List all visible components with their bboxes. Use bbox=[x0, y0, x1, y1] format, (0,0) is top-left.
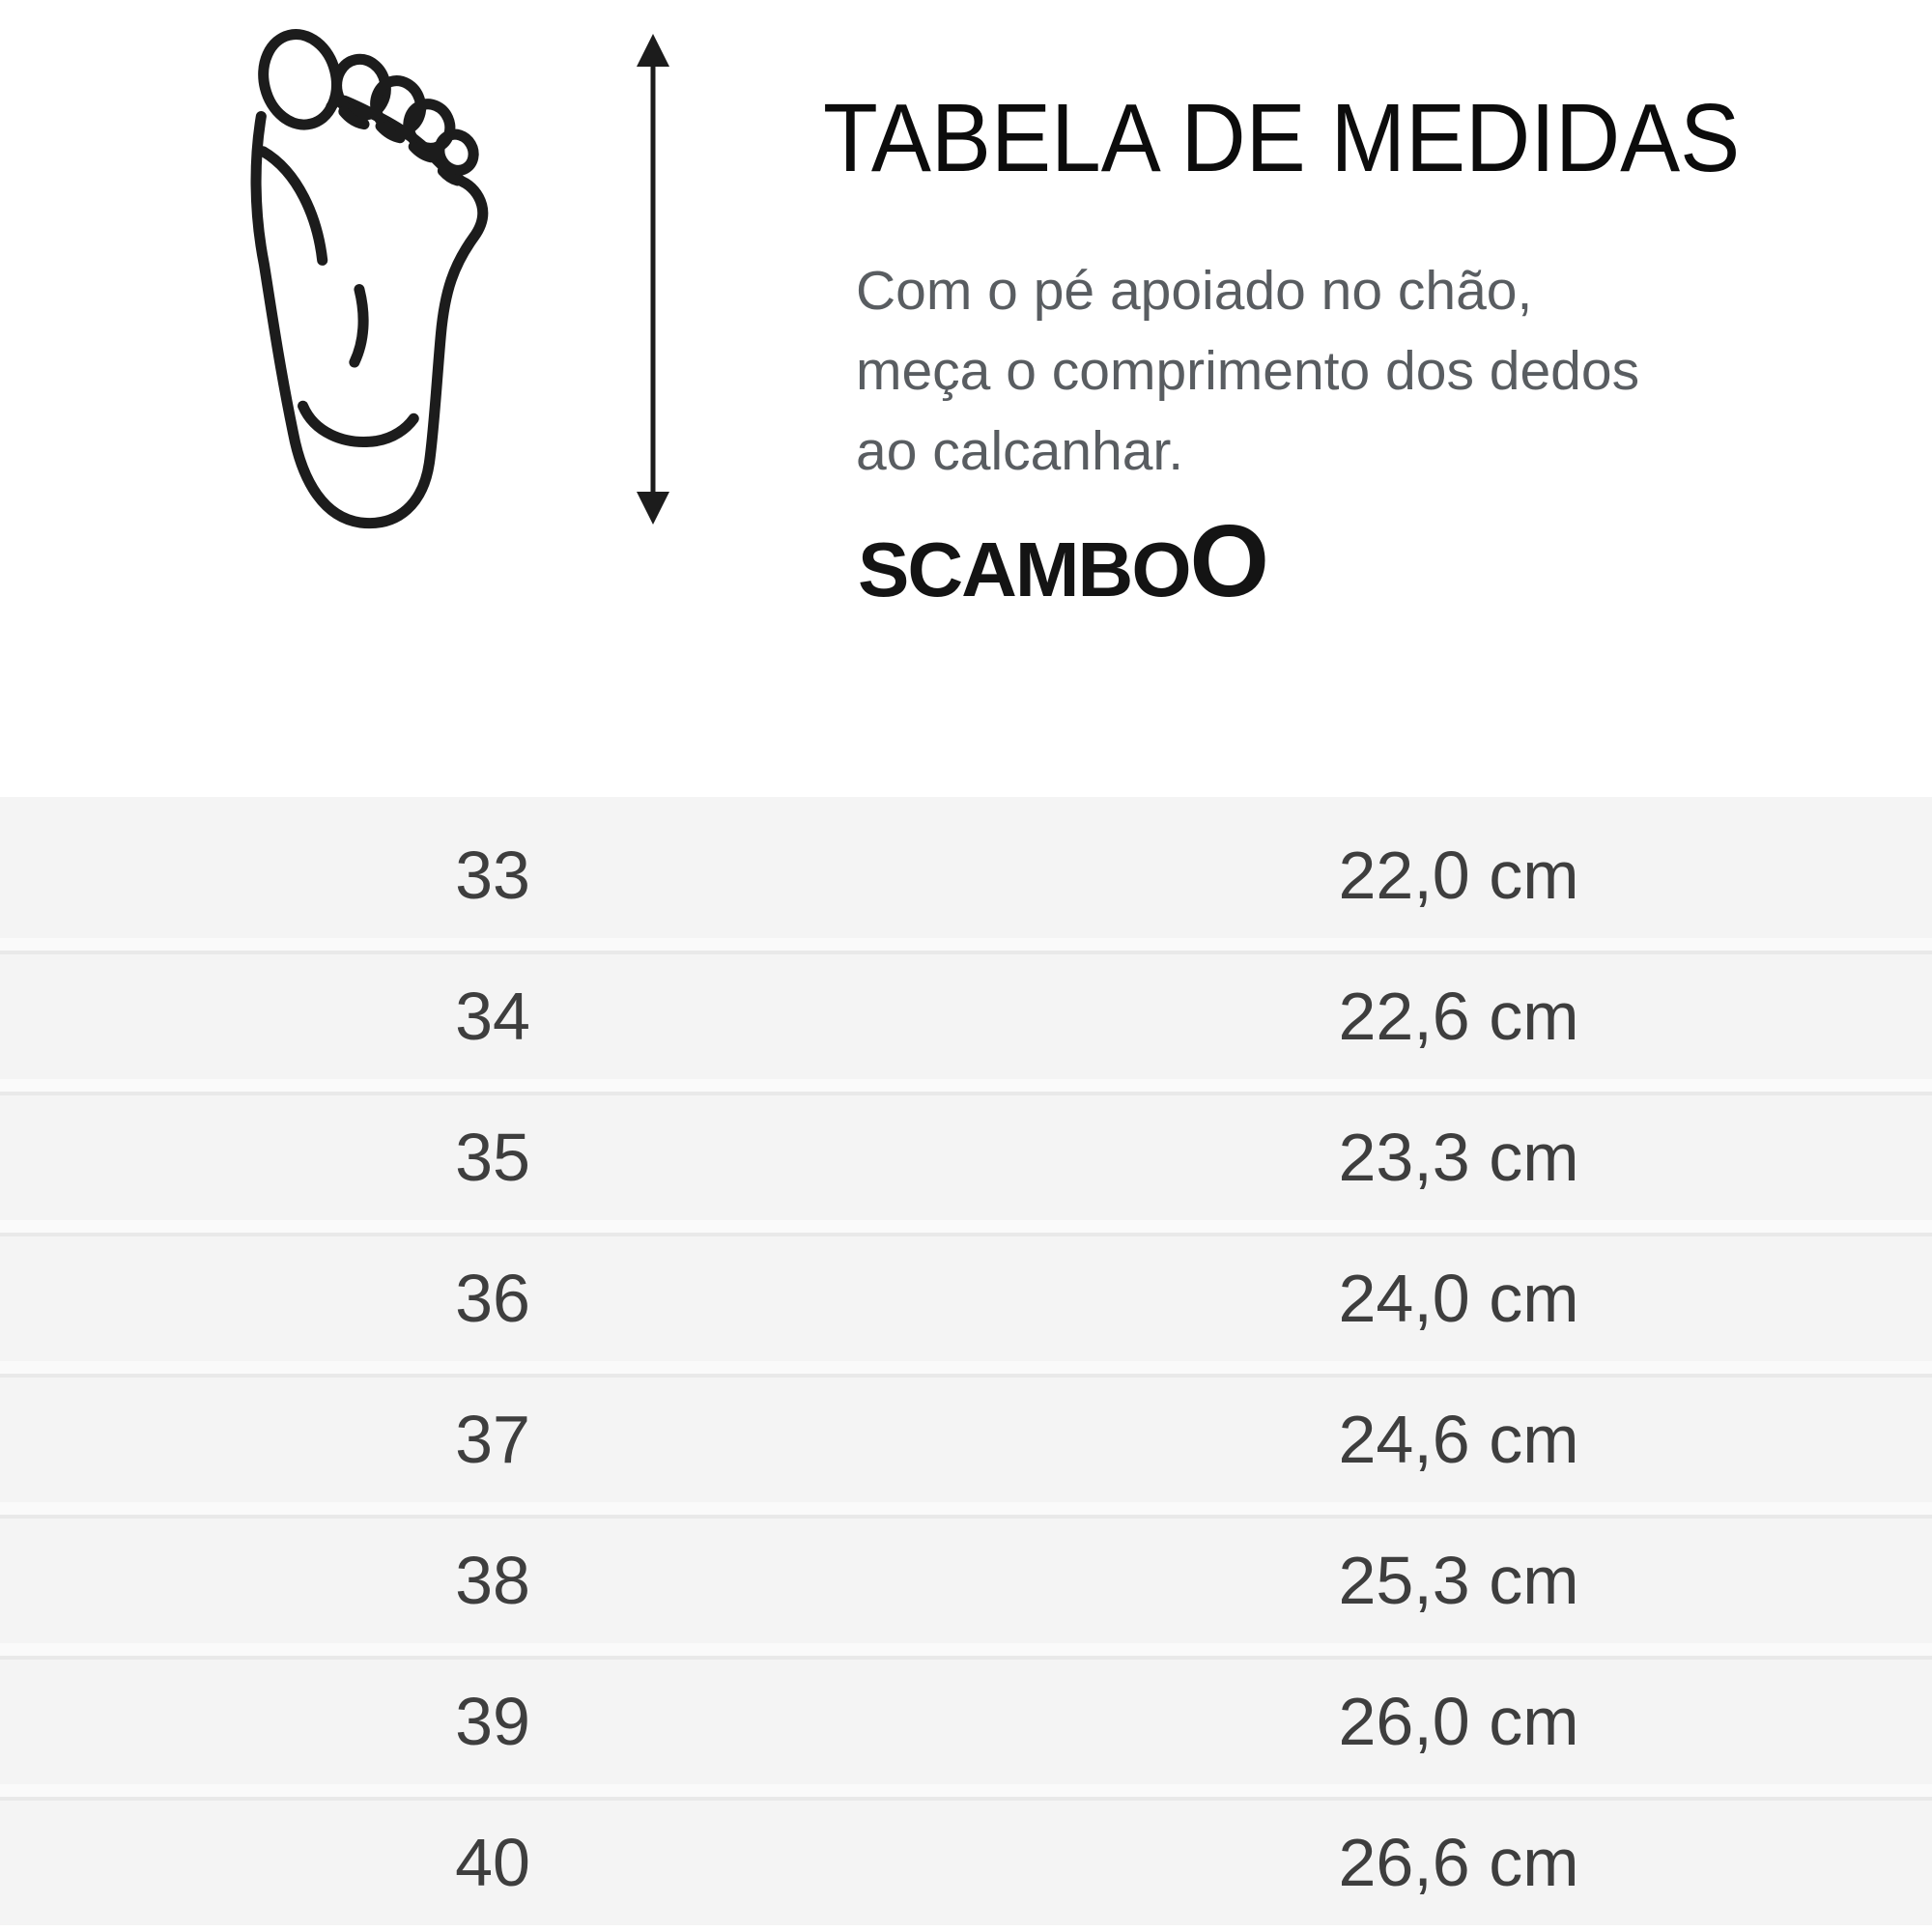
length-cell: 26,6 cm bbox=[1338, 1825, 1579, 1900]
table-row bbox=[0, 1502, 1932, 1643]
size-cell: 36 bbox=[455, 1261, 530, 1336]
foot-sole-icon bbox=[249, 29, 493, 529]
instruction-line: meça o comprimento dos dedos bbox=[856, 340, 1640, 402]
size-cell: 38 bbox=[455, 1543, 530, 1618]
vertical-measure-arrow-icon bbox=[626, 27, 680, 531]
size-table bbox=[0, 797, 1932, 1932]
size-cell: 37 bbox=[455, 1402, 530, 1477]
length-cell: 22,0 cm bbox=[1338, 838, 1579, 913]
length-cell: 26,0 cm bbox=[1338, 1684, 1579, 1759]
table-row bbox=[0, 938, 1932, 1079]
measuring-instructions bbox=[856, 251, 1639, 492]
size-cell: 39 bbox=[455, 1684, 530, 1759]
table-row bbox=[0, 1784, 1932, 1925]
length-cell: 24,0 cm bbox=[1338, 1261, 1579, 1336]
brand-logo-big-o: O bbox=[1189, 504, 1269, 618]
size-cell: 35 bbox=[455, 1120, 530, 1195]
length-cell: 22,6 cm bbox=[1338, 979, 1579, 1054]
instruction-line: Com o pé apoiado no chão, bbox=[856, 260, 1533, 322]
table-row bbox=[0, 1079, 1932, 1220]
size-cell: 34 bbox=[455, 979, 530, 1054]
page-title: TABELA DE MEDIDAS bbox=[823, 84, 1741, 192]
size-cell: 33 bbox=[455, 838, 530, 913]
brand-logo-text: SCAMBO bbox=[858, 526, 1190, 612]
table-row bbox=[0, 1361, 1932, 1502]
length-cell: 25,3 cm bbox=[1338, 1543, 1579, 1618]
table-row bbox=[0, 1220, 1932, 1361]
size-cell: 40 bbox=[455, 1825, 530, 1900]
instruction-line: ao calcanhar. bbox=[856, 420, 1184, 482]
length-cell: 23,3 cm bbox=[1338, 1120, 1579, 1195]
table-row bbox=[0, 1643, 1932, 1784]
length-cell: 24,6 cm bbox=[1338, 1402, 1579, 1477]
brand-logo bbox=[858, 504, 1269, 618]
table-row bbox=[0, 797, 1932, 938]
